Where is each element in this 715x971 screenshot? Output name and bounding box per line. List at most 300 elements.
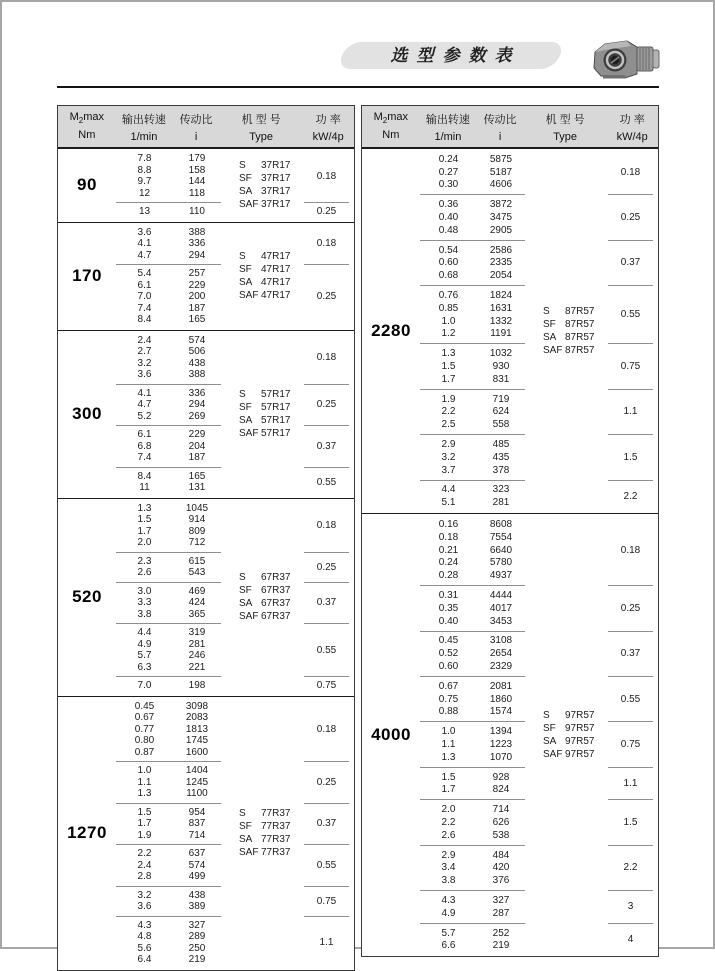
- output-speed-value: 12: [138, 187, 151, 199]
- power-value-text: 0.75: [620, 738, 641, 750]
- output-speed-value: 4.3: [441, 894, 456, 906]
- output-speed-value: 2.6: [441, 829, 456, 841]
- type-code-line: [239, 159, 290, 172]
- power-value-text: 0.18: [316, 352, 337, 363]
- power-value: [608, 240, 653, 285]
- data-row: [420, 198, 525, 211]
- type-code-line: [543, 722, 594, 735]
- power-value-text: 3: [627, 901, 634, 913]
- output-speed-value: 3.0: [137, 585, 152, 597]
- ratio-value: 2329: [489, 660, 513, 672]
- power-subgroup: [420, 150, 658, 194]
- power-value-text: 1.1: [623, 406, 638, 418]
- power-value: [304, 582, 349, 624]
- type-code-line: [239, 263, 290, 276]
- type-column-gap: [525, 585, 608, 630]
- ratio-value: 3872: [489, 199, 513, 211]
- torque-group: [362, 513, 658, 956]
- power-value: [608, 515, 653, 585]
- output-speed-value: 8.8: [137, 164, 152, 176]
- type-code: 97R57: [565, 736, 595, 748]
- data-row: [420, 635, 525, 648]
- power-value-text: 0.18: [316, 170, 337, 182]
- data-row: [420, 153, 525, 166]
- power-subgroup: [116, 623, 354, 676]
- data-row: [116, 268, 221, 280]
- power-subgroup: [116, 202, 354, 221]
- selection-table-right: [361, 105, 659, 957]
- page-title-badge: [337, 42, 566, 69]
- data-row: [420, 783, 525, 796]
- power-value-text: 0.18: [620, 166, 641, 178]
- type-code-line: [239, 172, 290, 185]
- output-speed-value: 4.7: [137, 399, 152, 411]
- power-value: [608, 343, 653, 388]
- output-speed-value: 4.9: [137, 638, 152, 650]
- output-speed-value: 2.4: [137, 859, 152, 871]
- torque-group: [58, 498, 354, 696]
- ratio-value: 110: [189, 206, 205, 218]
- data-row: [116, 735, 221, 747]
- data-row: [420, 829, 525, 842]
- type-series: SA: [239, 277, 253, 288]
- ratio-value: 327: [492, 894, 510, 906]
- power-subgroup: [420, 389, 658, 434]
- type-code: 77R37: [261, 847, 291, 858]
- type-series: S: [239, 160, 246, 172]
- ratio-value: 637: [188, 848, 206, 860]
- power-value: [608, 923, 653, 956]
- data-row: [420, 939, 525, 952]
- data-row: [420, 738, 525, 751]
- ratio-value: 4444: [489, 590, 513, 601]
- output-speed-value: 4.9: [441, 907, 456, 919]
- data-row: [116, 227, 221, 239]
- data-row: [116, 639, 221, 651]
- output-speed-value: 0.40: [438, 615, 459, 627]
- power-value: [304, 676, 349, 695]
- page-title: 选型参数表: [390, 46, 521, 65]
- data-row: [420, 725, 525, 738]
- power-subgroup: [420, 585, 658, 630]
- torque-group: [58, 330, 354, 498]
- data-row: [420, 244, 525, 257]
- output-speed-value: 1.5: [137, 514, 152, 526]
- speed-ratio-block: [116, 425, 221, 467]
- data-row: [420, 373, 525, 386]
- output-speed-value: 1.9: [441, 393, 456, 405]
- ratio-value: 388: [188, 226, 206, 238]
- speed-ratio-block: [420, 285, 525, 343]
- ratio-value: 3453: [489, 615, 513, 627]
- output-speed-value: 0.45: [134, 700, 155, 712]
- type-series: S: [543, 710, 550, 722]
- type-code-line: [239, 185, 290, 198]
- ratio-value: 928: [492, 771, 510, 783]
- ratio-value: 6640: [489, 544, 513, 556]
- output-speed-value: 0.68: [438, 270, 459, 282]
- data-row: [116, 537, 221, 549]
- output-speed-value: 2.0: [137, 537, 152, 549]
- power-value-text: 0.37: [316, 440, 337, 452]
- output-speed-value: 0.24: [438, 557, 459, 569]
- type-code: 37R17: [261, 186, 291, 198]
- data-row: [420, 496, 525, 509]
- column-header-type: 机 型 号 Type: [241, 114, 281, 143]
- type-column-gap: [221, 467, 304, 497]
- ratio-value: 4606: [489, 179, 513, 191]
- column-header-speed: 输出转速 1/min: [425, 114, 470, 143]
- output-speed-value: 9.7: [137, 176, 152, 188]
- type-series: SF: [239, 821, 252, 832]
- output-speed-value: 0.67: [134, 712, 155, 724]
- data-row: [116, 429, 221, 441]
- data-row: [420, 569, 525, 582]
- power-value: [304, 224, 349, 265]
- power-subgroup: [116, 552, 354, 582]
- power-value-text: 0.25: [620, 212, 641, 224]
- ratio-value: 365: [188, 608, 206, 620]
- ratio-value: 327: [188, 919, 206, 931]
- power-value: [304, 698, 349, 762]
- ratio-value: 7554: [489, 531, 513, 543]
- ratio-value: 574: [188, 859, 206, 871]
- type-column-gap: [221, 698, 304, 762]
- data-row: [116, 860, 221, 872]
- output-speed-value: 4.1: [137, 387, 152, 399]
- output-speed-value: 7.4: [137, 452, 152, 464]
- ratio-value: 257: [188, 268, 206, 280]
- data-row: [420, 360, 525, 373]
- type-column-gap: [221, 676, 304, 695]
- power-subgroup: [420, 285, 658, 343]
- power-value: [608, 799, 653, 844]
- output-speed-value: 2.6: [137, 567, 152, 579]
- type-series: SA: [543, 332, 557, 344]
- speed-ratio-block: [420, 890, 525, 923]
- data-row: [420, 315, 525, 328]
- power-value: [304, 623, 349, 676]
- output-speed-value: 1.0: [441, 315, 456, 327]
- output-speed-value: 0.24: [438, 153, 459, 165]
- data-row: [116, 526, 221, 538]
- ratio-value: 281: [492, 497, 510, 509]
- ratio-value: 294: [188, 249, 206, 261]
- power-subgroup: [420, 890, 658, 923]
- power-value: [304, 761, 349, 803]
- data-row: [116, 250, 221, 262]
- type-code: 47R17: [261, 290, 291, 301]
- type-code-line: [239, 846, 290, 859]
- subgroup-column: [420, 149, 658, 513]
- ratio-value: 1245: [185, 776, 209, 788]
- torque-group: [58, 696, 354, 970]
- data-row: [420, 680, 525, 693]
- ratio-value: 246: [188, 650, 206, 662]
- speed-ratio-block: [116, 844, 221, 886]
- data-row: [420, 647, 525, 660]
- type-code: 67R37: [261, 611, 291, 622]
- ratio-value: 158: [188, 164, 206, 176]
- power-subgroup: [420, 799, 658, 844]
- ratio-value: 914: [188, 514, 206, 526]
- output-speed-value: 0.30: [438, 179, 459, 191]
- type-column-gap: [525, 194, 608, 239]
- type-series: SF: [239, 173, 252, 185]
- speed-ratio-block: [420, 845, 525, 890]
- ratio-value: 252: [492, 927, 510, 939]
- data-row: [420, 224, 525, 237]
- output-speed-value: 0.54: [438, 244, 459, 256]
- ratio-value: 1600: [185, 746, 209, 758]
- output-speed-value: 0.76: [438, 290, 459, 302]
- data-row: [116, 807, 221, 819]
- output-speed-value: 0.45: [438, 635, 459, 647]
- speed-ratio-block: [420, 150, 525, 194]
- type-column-gap: [221, 623, 304, 676]
- power-value: [608, 389, 653, 434]
- output-speed-value: 2.5: [441, 419, 456, 431]
- gearmotor-icon: [591, 38, 661, 80]
- output-speed-value: 0.52: [438, 648, 459, 660]
- speed-ratio-block: [116, 264, 221, 329]
- power-value-text: 0.18: [620, 544, 641, 556]
- subgroup-column: [116, 499, 354, 696]
- speed-ratio-block: [116, 552, 221, 582]
- power-value-text: 0.25: [620, 602, 641, 614]
- type-column-gap: [221, 500, 304, 552]
- type-series: SAF: [239, 199, 259, 211]
- type-series: SF: [239, 402, 252, 413]
- output-speed-value: 1.1: [441, 738, 456, 750]
- power-value: [304, 425, 349, 467]
- ratio-value: 287: [492, 907, 510, 919]
- type-column-gap: [221, 916, 304, 969]
- output-speed-value: 7.8: [137, 153, 152, 165]
- output-speed-value: 2.3: [137, 555, 152, 567]
- output-speed-value: 3.2: [137, 357, 152, 369]
- ratio-value: 219: [492, 940, 510, 952]
- output-speed-value: 7.0: [137, 680, 152, 692]
- data-row: [116, 291, 221, 303]
- speed-ratio-block: [420, 434, 525, 479]
- type-series: SAF: [543, 345, 563, 357]
- data-row: [116, 724, 221, 736]
- speed-ratio-block: [420, 631, 525, 676]
- type-code: 47R17: [261, 264, 291, 275]
- power-subgroup: [420, 631, 658, 676]
- torque-group: [362, 149, 658, 513]
- output-speed-value: 1.3: [137, 502, 152, 514]
- power-value-text: 0.25: [316, 399, 337, 411]
- ratio-value: 221: [188, 661, 206, 673]
- ratio-value: 179: [188, 153, 206, 165]
- output-speed-value: 3.6: [137, 369, 152, 381]
- output-speed-value: 2.2: [441, 816, 456, 828]
- ratio-value: 543: [188, 567, 206, 579]
- data-row: [420, 751, 525, 764]
- output-speed-value: 0.40: [438, 212, 459, 224]
- output-speed-value: 3.6: [137, 226, 152, 238]
- type-codes: [543, 709, 594, 761]
- ratio-value: 4937: [489, 570, 513, 582]
- ratio-value: 187: [188, 302, 206, 314]
- power-value: [304, 552, 349, 582]
- data-row: [420, 861, 525, 874]
- data-row: [116, 188, 221, 200]
- type-code-line: [543, 735, 594, 748]
- ratio-value: 131: [188, 482, 206, 494]
- type-code-line: [239, 833, 290, 846]
- header-divider: [57, 86, 659, 88]
- output-speed-value: 1.1: [137, 776, 152, 788]
- data-row: [116, 346, 221, 358]
- type-code: 77R37: [261, 808, 291, 819]
- output-speed-value: 7.0: [137, 291, 152, 303]
- data-row: [420, 393, 525, 406]
- type-column-gap: [525, 480, 608, 513]
- ratio-value: 2905: [489, 224, 513, 236]
- ratio-value: 469: [188, 585, 206, 597]
- subgroup-column: [116, 149, 354, 222]
- type-series: SA: [239, 598, 253, 609]
- data-row: [116, 514, 221, 526]
- output-speed-value: 0.60: [438, 257, 459, 269]
- column-header-power: 功 率 kW/4p: [312, 114, 344, 143]
- output-speed-value: 1.0: [137, 765, 152, 777]
- power-value-text: 0.55: [316, 644, 337, 656]
- type-code-line: [239, 610, 290, 623]
- speed-ratio-block: [116, 698, 221, 762]
- output-speed-value: 1.3: [441, 348, 456, 360]
- data-row: [420, 927, 525, 940]
- ratio-value: 1070: [489, 751, 513, 763]
- speed-ratio-block: [420, 767, 525, 800]
- type-series: S: [239, 808, 246, 819]
- type-code-line: [239, 571, 290, 584]
- speed-ratio-block: [116, 886, 221, 916]
- speed-ratio-block: [420, 389, 525, 434]
- output-speed-value: 1.5: [137, 806, 152, 818]
- output-speed-value: 0.88: [438, 706, 459, 718]
- data-row: [116, 411, 221, 423]
- column-header-type: 机 型 号 Type: [545, 114, 585, 143]
- table-header: [362, 106, 658, 149]
- ratio-value: 1813: [185, 723, 209, 735]
- output-speed-value: 1.3: [441, 751, 456, 763]
- output-speed-value: 1.2: [441, 328, 456, 340]
- ratio-value: 1223: [489, 738, 513, 750]
- type-column-gap: [525, 767, 608, 800]
- data-row: [420, 803, 525, 816]
- power-subgroup: [420, 845, 658, 890]
- ratio-value: 289: [188, 931, 206, 943]
- data-row: [420, 544, 525, 557]
- ratio-value: 323: [492, 484, 510, 496]
- data-row: [116, 176, 221, 188]
- data-row: [116, 597, 221, 609]
- output-speed-value: 4.4: [441, 484, 456, 496]
- ratio-value: 624: [492, 406, 510, 418]
- power-value-text: 0.18: [316, 723, 337, 735]
- ratio-value: 198: [188, 680, 206, 692]
- table-body: [58, 149, 354, 970]
- output-speed-value: 6.6: [441, 940, 456, 952]
- output-speed-value: 13: [138, 206, 151, 218]
- data-row: [116, 747, 221, 759]
- ratio-value: 2081: [489, 680, 513, 692]
- output-speed-value: 3.8: [137, 608, 152, 620]
- power-subgroup: [420, 515, 658, 585]
- power-value-text: 0.55: [620, 693, 641, 705]
- data-row: [420, 289, 525, 302]
- ratio-value: 5187: [489, 166, 513, 178]
- output-speed-value: 2.2: [441, 406, 456, 418]
- speed-ratio-block: [116, 467, 221, 497]
- data-row: [116, 680, 221, 692]
- subgroup-column: [116, 331, 354, 498]
- ratio-value: 538: [492, 829, 510, 841]
- torque-max-value: 520: [72, 587, 102, 606]
- ratio-value: 424: [188, 597, 206, 609]
- output-speed-value: 0.48: [438, 224, 459, 236]
- data-row: [420, 406, 525, 419]
- ratio-value: 712: [188, 537, 206, 549]
- ratio-value: 574: [188, 334, 206, 346]
- output-speed-value: 0.75: [438, 693, 459, 705]
- data-row: [116, 931, 221, 943]
- type-column-gap: [525, 150, 608, 194]
- power-value: [304, 202, 349, 221]
- power-subgroup: [116, 332, 354, 384]
- speed-ratio-block: [420, 480, 525, 513]
- output-speed-value: 4.1: [137, 238, 152, 250]
- type-column-gap: [525, 434, 608, 479]
- ratio-value: 294: [188, 399, 206, 411]
- speed-ratio-block: [420, 923, 525, 956]
- output-speed-value: 0.18: [438, 531, 459, 543]
- data-row: [116, 452, 221, 464]
- power-value-text: 0.37: [316, 597, 337, 609]
- speed-ratio-block: [420, 721, 525, 766]
- output-speed-value: 1.9: [137, 829, 152, 841]
- output-speed-value: 3.8: [441, 875, 456, 887]
- type-column-gap: [221, 332, 304, 384]
- data-row: [116, 627, 221, 639]
- power-subgroup: [116, 698, 354, 762]
- power-value: [304, 844, 349, 886]
- data-row: [116, 788, 221, 800]
- power-subgroup: [116, 803, 354, 845]
- output-speed-value: 3.2: [137, 889, 152, 901]
- subgroup-column: [116, 223, 354, 330]
- data-row: [116, 335, 221, 347]
- type-codes: [239, 807, 290, 859]
- power-subgroup: [420, 343, 658, 388]
- ratio-value: 1404: [185, 765, 209, 777]
- ratio-value: 376: [492, 875, 510, 887]
- power-value-text: 0.75: [620, 361, 641, 373]
- power-subgroup: [116, 761, 354, 803]
- power-value: [304, 150, 349, 202]
- ratio-value: 499: [188, 871, 206, 883]
- output-speed-value: 4.7: [137, 249, 152, 261]
- ratio-value: 714: [492, 804, 510, 816]
- type-series: S: [543, 306, 550, 318]
- power-subgroup: [116, 886, 354, 916]
- data-row: [420, 438, 525, 451]
- power-value: [304, 264, 349, 329]
